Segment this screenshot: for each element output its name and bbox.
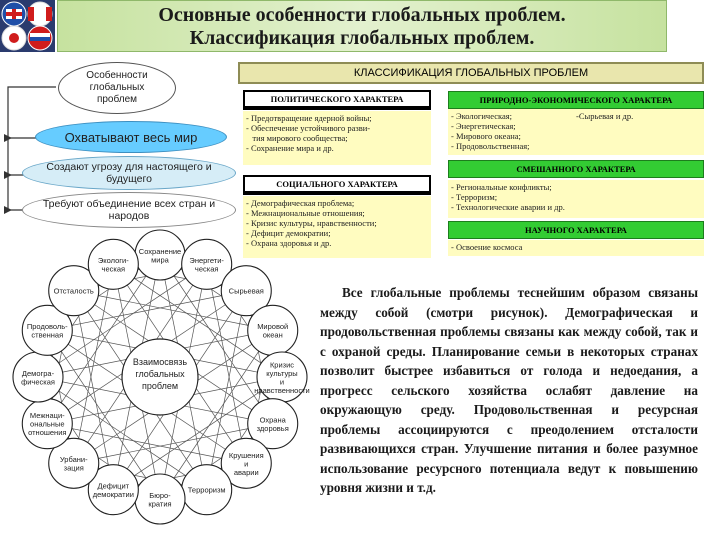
svg-text:ственная: ственная xyxy=(31,330,64,340)
list-item: - Мирового океана; xyxy=(451,131,521,141)
svg-text:Сырьевая: Сырьевая xyxy=(228,286,264,296)
center-label: проблем xyxy=(141,381,179,391)
svg-text:Экологи-: Экологи- xyxy=(97,256,129,266)
list-item: тия мирового сообщества; xyxy=(246,133,348,143)
problem-node xyxy=(135,474,185,524)
list-item: - Энергетическая; xyxy=(451,121,516,131)
page-title-line1: Основные особенности глобальных проблем. xyxy=(158,4,566,26)
list-item: - Охрана здоровья и др. xyxy=(246,238,332,248)
body-paragraph: Все глобальные проблемы теснейшим образом связаны между собой (смотри рисунок). Демографическая и продовольственная проблемы связаны как между собой, так и с охраной среды. Планирование семьи в некоторых странах позволит быстрее избавиться от голода и недоедания, а прогресс сельского хозяйства ослабят давление на окружающую среду. Продовольственная и ресурсная проблемы ассоциируются с преодолением отсталости развивающихся стран. Улучшение питания и более разумное использование ресурсного потенциала ведут к повышению уровня жизни и т.д. xyxy=(320,285,698,495)
svg-text:Дефицит: Дефицит xyxy=(97,481,130,491)
scientific-header: НАУЧНОГО ХАРАКТЕРА xyxy=(448,221,704,239)
center-node xyxy=(122,339,198,415)
list-item: - Продовольственная; xyxy=(451,141,530,151)
svg-text:Мировой: Мировой xyxy=(257,322,289,332)
list-item: - Предотвращение ядерной войны; xyxy=(246,113,372,123)
problem-node xyxy=(88,239,138,289)
svg-text:и: и xyxy=(244,459,249,469)
center-label: глобальных xyxy=(135,369,185,379)
svg-text:Продоволь-: Продоволь- xyxy=(26,322,68,332)
interconnection-diagram xyxy=(0,225,320,540)
svg-text:кратия: кратия xyxy=(148,499,172,509)
political-list xyxy=(243,111,431,165)
svg-text:Охрана: Охрана xyxy=(259,415,286,425)
list-item: - Обеспечение устойчивого разви- xyxy=(246,123,371,133)
mixed-list xyxy=(448,180,704,218)
svg-text:аварии: аварии xyxy=(233,467,259,477)
svg-text:нравственности: нравственности xyxy=(254,385,310,395)
svg-text:демократии: демократии xyxy=(92,489,134,499)
svg-text:Межнаци-: Межнаци- xyxy=(29,411,65,421)
natural-economic-list xyxy=(448,109,704,155)
list-item: - Сохранение мира и др. xyxy=(246,143,334,153)
feature-item-world: Охватывают весь мир xyxy=(35,121,227,153)
center-label: Взаимосвязь xyxy=(132,357,188,367)
svg-text:отношения: отношения xyxy=(28,428,67,438)
features-header: Особенности глобальных проблем xyxy=(58,62,176,114)
title-bar xyxy=(57,0,667,52)
classification-heading: КЛАССИФИКАЦИЯ ГЛОБАЛЬНЫХ ПРОБЛЕМ xyxy=(238,62,704,84)
problem-node xyxy=(248,305,298,355)
problem-node xyxy=(254,352,309,402)
list-item: -Сырьевая и др. xyxy=(576,111,634,121)
svg-text:мира: мира xyxy=(151,255,169,265)
svg-text:Демогра-: Демогра- xyxy=(21,368,55,378)
list-item: - Межнациональные отношения; xyxy=(246,208,365,218)
problem-node xyxy=(13,352,63,402)
svg-text:здоровья: здоровья xyxy=(256,423,289,433)
list-item: - Экологическая; xyxy=(451,111,513,121)
social-header: СОЦИАЛЬНОГО ХАРАКТЕРА xyxy=(243,175,431,195)
svg-text:ческая: ческая xyxy=(194,264,219,274)
svg-text:культуры: культуры xyxy=(266,368,298,378)
list-item: - Демографическая проблема; xyxy=(246,198,355,208)
svg-text:фическая: фическая xyxy=(21,377,55,387)
svg-text:ональные: ональные xyxy=(30,419,65,429)
political-header: ПОЛИТИЧЕСКОГО ХАРАКТЕРА xyxy=(243,90,431,110)
svg-text:Энергети-: Энергети- xyxy=(189,256,224,266)
feature-item-unite: Требуют объединение всех стран и народов xyxy=(22,192,236,228)
flags-decoration xyxy=(0,0,55,52)
scientific-list xyxy=(448,240,704,256)
svg-text:Отсталость: Отсталость xyxy=(53,286,94,296)
feature-item-threat: Создают угрозу для настоящего и будущего xyxy=(22,156,236,190)
page-title-line2: Классификация глобальных проблем. xyxy=(189,27,535,49)
list-item: - Технологические аварии и др. xyxy=(451,202,565,212)
list-item: - Дефицит демократии; xyxy=(246,228,331,238)
svg-text:зация: зация xyxy=(63,463,84,473)
svg-text:ческая: ческая xyxy=(101,264,126,274)
problem-node xyxy=(22,399,72,449)
problem-node xyxy=(182,465,232,515)
list-item: - Региональные конфликты; xyxy=(451,182,552,192)
svg-text:Крушения: Крушения xyxy=(228,450,264,460)
svg-text:и: и xyxy=(279,377,285,387)
svg-text:Терроризм: Терроризм xyxy=(187,485,226,495)
svg-text:Сохранение: Сохранение xyxy=(138,246,182,256)
svg-text:океан: океан xyxy=(262,330,283,340)
svg-text:Бюро-: Бюро- xyxy=(149,490,171,500)
natural-economic-header: ПРИРОДНО-ЭКОНОМИЧЕСКОГО ХАРАКТЕРА xyxy=(448,91,704,109)
svg-text:Урбани-: Урбани- xyxy=(59,455,88,465)
problem-node xyxy=(135,230,185,280)
list-item: - Терроризм; xyxy=(451,192,498,202)
svg-text:Кризис: Кризис xyxy=(269,360,295,370)
mixed-header: СМЕШАННОГО ХАРАКТЕРА xyxy=(448,160,704,178)
list-item: - Кризис культуры, нравственности; xyxy=(246,218,377,228)
list-item: - Освоение космоса xyxy=(451,242,523,252)
